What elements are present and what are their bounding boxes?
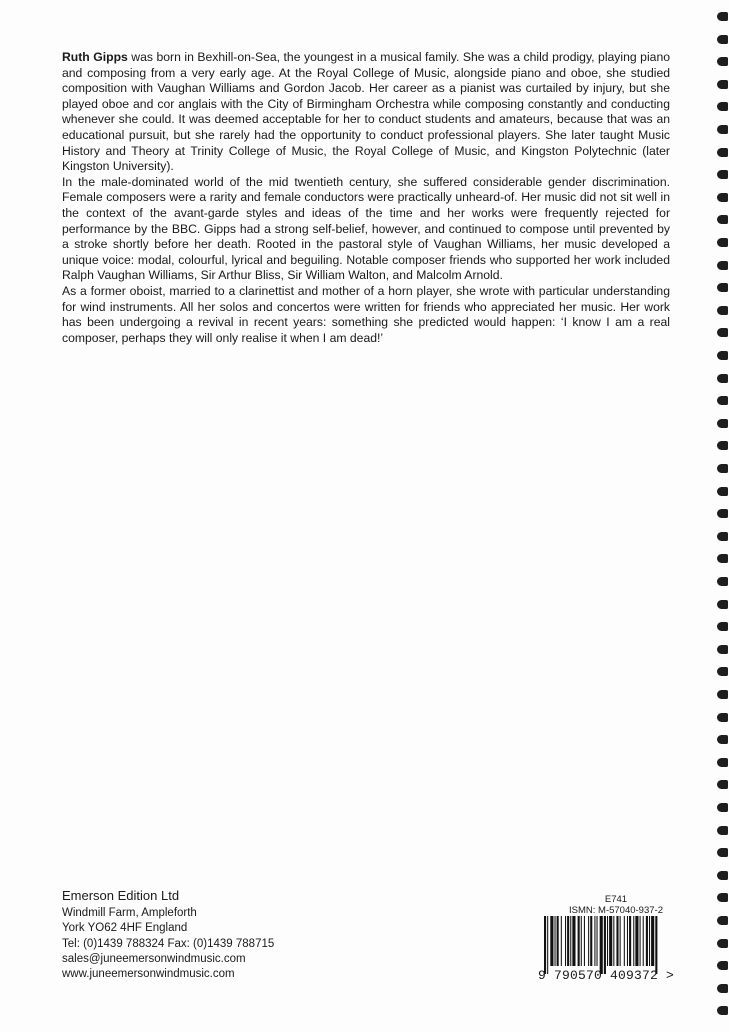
binding-hole [717,600,728,609]
binding-hole [717,125,728,134]
binding-hole [717,396,728,405]
barcode-bar [547,916,548,974]
biography-paragraph-1 [62,50,670,175]
binding-hole [717,238,728,247]
binding-hole [717,532,728,541]
barcode-bar [620,916,621,966]
binding-hole [717,803,728,812]
publisher-address-line-2: York YO62 4HF England [62,922,188,935]
binding-hole [717,509,728,518]
barcode-bar [581,916,582,966]
barcode-bar [561,916,562,966]
binding-hole [717,780,728,789]
binding-hole [717,283,728,292]
binding-hole [717,441,728,450]
barcode-bar [635,916,638,966]
binding-hole [717,35,728,44]
binding-hole [717,735,728,744]
barcode-digits: 9 790570 409372 > [538,968,675,983]
barcode-bar [643,916,644,966]
binding-hole [717,984,728,993]
binding-hole [717,12,728,21]
barcode-bar [578,916,580,966]
ismn-number: ISMN: M-57040-937-2 [569,905,663,916]
barcode-bar [550,916,553,966]
binding-hole [717,261,728,270]
biography-paragraph-2: In the male-dominated world of the mid twentieth century, she suffered considerable gender discrimination. Female composers were a rarity and female conductors were practically unheard-of. Her music did not sit well in the context of the avant-garde styles and ideas of the time and her works were frequently rejected for performance by the BBC. Gipps had a strong self-belief, however, and continued to compose until prevented by a stroke shortly before her death. Rooted in the pastoral style of Vaughan Williams, her music developed a unique voice: modal, colourful, lyrical and beguiling. Notable composer friends who supported her work included Ralph Vaughan Williams, Sir Arthur Bliss, Sir William Walton, and Malcolm Arnold. [62,174,670,283]
barcode-bar [555,916,556,966]
binding-hole [717,826,728,835]
barcode-bar [600,916,603,974]
barcode-bars [538,916,688,974]
binding-hole [717,57,728,66]
publisher-contact-block [62,888,362,982]
binding-hole [717,193,728,202]
barcode-bar [627,916,628,966]
barcode-bar [651,916,654,966]
barcode-bar [609,916,612,966]
barcode-bar [557,916,559,966]
binding-hole [717,102,728,111]
binding-hole [717,487,728,496]
barcode [538,916,688,994]
barcode-bar [590,916,592,966]
barcode-bar [572,916,575,966]
binding-hole [717,215,728,224]
binding-hole [717,758,728,767]
binding-hole [717,871,728,880]
binding-hole [717,464,728,473]
binding-hole [717,306,728,315]
publisher-name: Emerson Edition Ltd [62,888,180,903]
publisher-address-line-1: Windmill Farm, Ampleforth [62,907,197,920]
barcode-block [536,894,696,994]
binding-hole [717,713,728,722]
barcode-bar [624,916,625,966]
binding-hole [717,939,728,948]
barcode-bar [640,916,641,966]
barcode-bar [584,916,585,966]
barcode-bar [597,916,598,966]
barcode-bar [629,916,631,966]
binding-hole [717,622,728,631]
binding-hole [717,554,728,563]
barcode-bar [567,916,569,966]
catalogue-code: E741 [604,894,628,905]
binding-hole [717,893,728,902]
barcode-bar [604,916,606,974]
publisher-email: sales@juneemersonwindmusic.com [62,952,246,965]
barcode-bar [613,916,614,966]
barcode-bar [594,916,595,966]
barcode-bar [544,916,546,974]
binding-hole [717,328,728,337]
binding-hole [717,170,728,179]
barcode-bar [616,916,618,966]
binding-hole [717,577,728,586]
binding-hole [717,80,728,89]
binding-hole [717,148,728,157]
publisher-website: www.juneemersonwindmusic.com [62,968,235,981]
binding-hole [717,916,728,925]
spiral-binding [710,0,730,1032]
binding-hole [717,690,728,699]
biography-text [62,50,670,346]
binding-hole [717,961,728,970]
composer-name: Ruth Gipps [62,50,128,64]
binding-hole [717,645,728,654]
binding-hole [717,419,728,428]
binding-hole [717,374,728,383]
publisher-phone-fax: Tel: (0)1439 788324 Fax: (0)1439 788715 [62,937,275,950]
binding-hole [717,667,728,676]
barcode-bar [565,916,566,966]
barcode-bar [607,916,608,966]
binding-hole [717,848,728,857]
biography-paragraph-1-text: was born in Bexhill-on-Sea, the youngest in a musical family. She was a child prodigy, playing piano and composing from a very early age. At the Royal College of Music, alongside piano and oboe, she studied composition with Vaughan Williams and Gordon Jacob. Her career as a pianist was curtailed by injury, but she played oboe and cor anglais with the City of Birmingham Orchestra while composing constantly and conducting whenever she could. It was deemed acceptable for her to conduct students and amateurs, because that was an educational pursuit, but she rarely had the opportunity to conduct professional players. She later taught Music History and Theory at Trinity College of Music, the Royal College of Music, and Kingston Polytechnic (later Kingston University). [62,50,670,174]
barcode-bar [633,916,634,966]
binding-hole [717,1006,728,1015]
barcode-bar [588,916,589,966]
barcode-bar [655,916,657,974]
barcode-bar [646,916,648,966]
binding-hole [717,351,728,360]
biography-paragraph-3: As a former oboist, married to a clarinettist and mother of a horn player, she wrote with particular understanding for wind instruments. All her solos and concertos were written for friends who appreciated her music. Her work has been undergoing a revival in recent years: something she predicted would happen: ‘I know I am a real composer, perhaps they will only realise it when I am dead!’ [62,283,670,345]
barcode-bar [649,916,650,966]
barcode-bar [570,916,571,966]
